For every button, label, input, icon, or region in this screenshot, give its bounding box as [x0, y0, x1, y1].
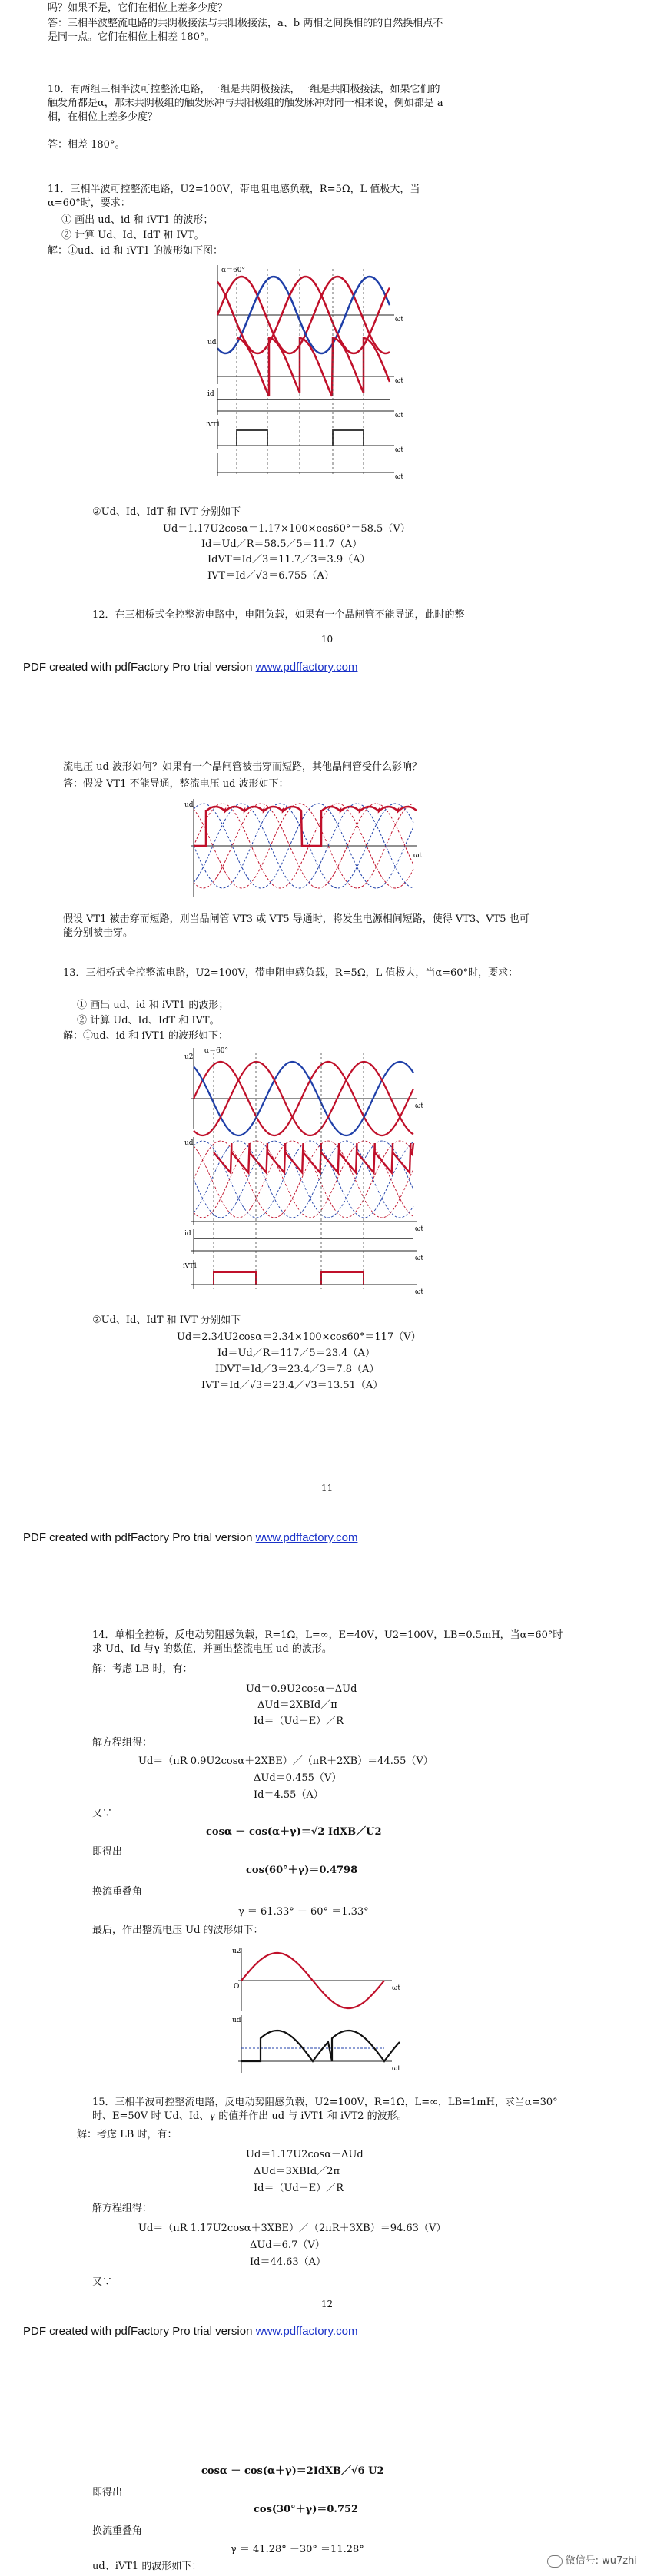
pdf-footer-2 — [23, 1531, 357, 1544]
q15-eq1-2: ΔUd＝3XBId／2π — [254, 2166, 340, 2177]
q15-eq4: cos(30°＋γ)＝0.752 — [254, 2504, 359, 2515]
q13-req1: ① 画出 ud、id 和 iVT1 的波形； — [77, 1000, 229, 1011]
q14-solve: 解方程组得： — [92, 1737, 153, 1749]
alpha-label: α＝60° — [221, 267, 246, 274]
wt-q13-4: ωt — [415, 1288, 423, 1296]
wt-q13-2: ωt — [415, 1225, 423, 1233]
pdf-footer-3 — [23, 2325, 357, 2338]
page-1 — [0, 0, 654, 676]
q14-eq5: γ ＝ 61.33° － 60° ＝1.33° — [238, 1906, 369, 1918]
q13-eq-3: IDVT＝Id／3＝23.4／3＝7.8（A） — [215, 1364, 380, 1375]
q13-eq-2: Id＝Ud／R＝117／5＝23.4（A） — [217, 1348, 375, 1359]
q14-question: 14．单相全控桥，反电动势阻感负载，R=1Ω，L=∞，E=40V，U2=100V，LB=0.5mH，当α=60°时求 Ud、Id 与γ 的数值，并画出整流电压 ud 的波形。 — [92, 1629, 563, 1655]
q15-solution: 解：考虑 LB 时，有： — [77, 2129, 178, 2140]
q11-ivt2-panel — [217, 453, 394, 476]
footer-text: PDF created with pdfFactory Pro trial version — [23, 2325, 256, 2338]
id-label: id — [207, 390, 214, 398]
wt-label-3: ωt — [395, 412, 403, 419]
q13-phase-sines — [191, 1048, 417, 1135]
id-label-q13: id — [184, 1230, 191, 1238]
q12-question: 12．在三相桥式全控整流电路中，电阻负载，如果有一个晶闸管不能导通，此时的整 — [92, 609, 465, 621]
ud-label: ud — [207, 339, 217, 346]
q15-eq2-3: Id＝44.63（A） — [250, 2256, 327, 2268]
ivt-label: iVT1 — [206, 421, 221, 428]
q15-overlap: 换流重叠角 — [92, 2525, 143, 2537]
q13-req2: ② 计算 Ud、Id、IdT 和 IVT。 — [77, 1015, 220, 1026]
q14-eq2-3: Id＝4.55（A） — [254, 1789, 324, 1801]
q11-req2: ② 计算 Ud、Id、IdT 和 IVT。 — [61, 230, 204, 241]
q13-calc-intro: ②Ud、Id、IdT 和 IVT 分别如下 — [92, 1315, 241, 1326]
q11-solution: 解：①ud、id 和 iVT1 的波形如下图： — [48, 245, 224, 257]
ud-label-q12: ud — [184, 801, 194, 809]
q13-ivt-panel — [191, 1260, 417, 1289]
q12-waveform-figure — [183, 796, 429, 900]
q14-eq1-2: ΔUd＝2XBId／π — [257, 1699, 337, 1711]
q15-again: 又∵ — [92, 2276, 113, 2288]
q11-ud-output-panel — [217, 334, 394, 396]
q15-eq5: γ ＝ 41.28° －30° ＝11.28° — [231, 2544, 364, 2555]
q15-last: ud、iVT1 的波形如下： — [92, 2561, 202, 2572]
q11-id-panel — [217, 388, 394, 415]
q10-answer: 答：相差 180°。 — [48, 139, 125, 151]
wt-q14-1: ωt — [392, 1984, 400, 1992]
q11-eq-1: Ud＝1.17U2cosα＝1.17×100×cos60°＝58.5（V） — [163, 523, 410, 535]
q15-eq2-2: ΔUd＝6.7（V） — [250, 2239, 325, 2251]
wechat-watermark — [547, 2552, 637, 2568]
q14-eq1-1: Ud＝0.9U2cosα－ΔUd — [246, 1683, 357, 1695]
alpha-label-q13: α＝60° — [204, 1047, 229, 1055]
wt-label-4: ωt — [395, 446, 403, 454]
wt-label-5: ωt — [395, 473, 403, 481]
wt-q13-1: ωt — [415, 1102, 423, 1110]
wt-q13-3: ωt — [415, 1255, 423, 1262]
page-4 — [0, 2382, 654, 2576]
u2-label-q14: u2 — [232, 1948, 241, 1955]
q11-ivt-panel — [217, 419, 394, 449]
q14-eq3: cosα － cos(α＋γ)＝√2 IdXB／U2 — [206, 1826, 382, 1838]
q14-eq2-2: ΔUd＝0.455（V） — [254, 1772, 342, 1784]
q11-waveform-figure — [206, 261, 406, 492]
q14-eq2-1: Ud＝（πR 0.9U2cosα＋2XBE）／（πR＋2XB）＝44.55（V） — [138, 1755, 433, 1767]
q12-answer: 答：假设 VT1 不能导通，整流电压 ud 波形如下： — [63, 778, 289, 790]
q11-question: 11．三相半波可控整流电路，U2=100V，带电阻电感负载，R=5Ω，L 值极大，当α=60°时，要求： — [48, 184, 420, 209]
wt-label-2: ωt — [395, 377, 403, 385]
q13-eq-4: IVT＝Id／√3＝23.4／√3＝13.51（A） — [201, 1380, 383, 1391]
q12-continued: 流电压 ud 波形如何？如果有一个晶闸管被击穿而短路，其他晶闸管受什么影响？ — [63, 761, 422, 773]
q14-eq4: cos(60°＋γ)＝0.4798 — [246, 1865, 358, 1876]
q13-solution: 解：①ud、id 和 iVT1 的波形如下： — [63, 1030, 229, 1042]
footer-link[interactable]: www.pdffactory.com — [255, 2325, 358, 2338]
q11-eq-4: IVT＝Id／√3＝6.755（A） — [207, 570, 334, 582]
page-number: 12 — [320, 2299, 334, 2309]
q15-eq1-3: Id＝（Ud－E）／R — [254, 2183, 344, 2194]
q13-eq-1: Ud＝2.34U2cosα＝2.34×100×cos60°＝117（V） — [177, 1331, 421, 1343]
wt-label-1: ωt — [395, 316, 403, 323]
ud-label-q14: ud — [232, 2017, 241, 2024]
q14-again: 又∵ — [92, 1808, 113, 1819]
q11-req1: ① 画出 ud、id 和 iVT1 的波形； — [61, 214, 214, 226]
q13-waveform-figure — [183, 1045, 429, 1298]
u2-label-q13: u2 — [184, 1053, 194, 1061]
footer-link[interactable]: www.pdffactory.com — [255, 1531, 358, 1544]
pdf-footer-1 — [23, 661, 357, 674]
q9-tail: 吗？如果不是，它们在相位上差多少度？ — [48, 2, 228, 14]
q14-last: 最后，作出整流电压 Ud 的波形如下： — [92, 1925, 264, 1936]
watermark-text: 微信号: wu7zhi — [565, 2555, 637, 2567]
page-2 — [0, 738, 654, 1544]
q11-eq-3: IdVT＝Id／3＝11.7／3＝3.9（A） — [207, 554, 370, 565]
q15-eq3: cosα － cos(α＋γ)＝2IdXB／√6 U2 — [201, 2465, 384, 2477]
q14-waveform-figure — [231, 1942, 407, 2080]
page-number: 10 — [320, 634, 334, 645]
q13-id-panel — [191, 1229, 417, 1254]
page-3 — [0, 1598, 654, 2366]
q14-eq1-3: Id＝（Ud－E）／R — [254, 1716, 344, 1727]
q15-get: 即得出 — [92, 2487, 123, 2498]
q15-eq2-1: Ud＝（πR 1.17U2cosα＋3XBE）／（2πR＋3XB）＝94.63（V） — [138, 2223, 447, 2234]
wt-q14-2: ωt — [392, 2065, 400, 2073]
q15-eq1-1: Ud＝1.17U2cosα－ΔUd — [246, 2149, 364, 2160]
footer-text: PDF created with pdfFactory Pro trial version — [23, 661, 256, 674]
footer-text: PDF created with pdfFactory Pro trial version — [23, 1531, 256, 1544]
footer-link[interactable]: www.pdffactory.com — [255, 661, 358, 674]
q11-eq-2: Id＝Ud／R＝58.5／5＝11.7（A） — [201, 539, 363, 550]
q12-answer-2: 假设 VT1 被击穿而短路，则当晶闸管 VT3 或 VT5 导通时，将发生电源相间短路，使得 VT3、VT5 也可能分别被击穿。 — [63, 913, 530, 939]
q9-answer: 答：三相半波整流电路的共阴极接法与共阳极接法，a、b 两相之间换相的的自然换相点不是同一点。它们在相位上相差 180°。 — [48, 18, 443, 43]
q10-question: 10．有两组三相半波可控整流电路，一组是共阴极接法，一组是共阳极接法，如果它们的触发角都是α，那末共阴极组的触发脉冲与共阳极组的触发脉冲对同一相来说，例如都是 a 相，在相位上差多少度？ — [48, 84, 443, 123]
q14-overlap: 换流重叠角 — [92, 1886, 143, 1898]
page-number: 11 — [320, 1483, 334, 1494]
ud-label-q13: ud — [184, 1139, 194, 1147]
q15-solve: 解方程组得： — [92, 2203, 153, 2214]
q14-get: 即得出 — [92, 1846, 123, 1858]
q11-calc-intro: ②Ud、Id、IdT 和 IVT 分别如下 — [92, 506, 241, 518]
ivt-label-q13: iVT1 — [183, 1262, 198, 1269]
q13-ud-output — [191, 1137, 417, 1225]
q15-question: 15．三相半波可控整流电路，反电动势阻感负载，U2=100V，R=1Ω，L=∞，LB=1mH，求当α=30°时、E=50V 时 Ud、Id、γ 的值并作出 ud 与 iVT1 和 iVT2 的波形。 — [92, 2097, 558, 2122]
origin-label-q14: O — [234, 1983, 240, 1991]
q14-solution: 解：考虑 LB 时，有： — [92, 1663, 193, 1675]
wt-label-q12: ωt — [413, 852, 422, 860]
q13-question: 13．三相桥式全控整流电路，U2=100V，带电阻电感负载，R=5Ω，L 值极大，当α=60°时，要求： — [63, 967, 519, 979]
chat-bubble-icon — [547, 2555, 563, 2568]
